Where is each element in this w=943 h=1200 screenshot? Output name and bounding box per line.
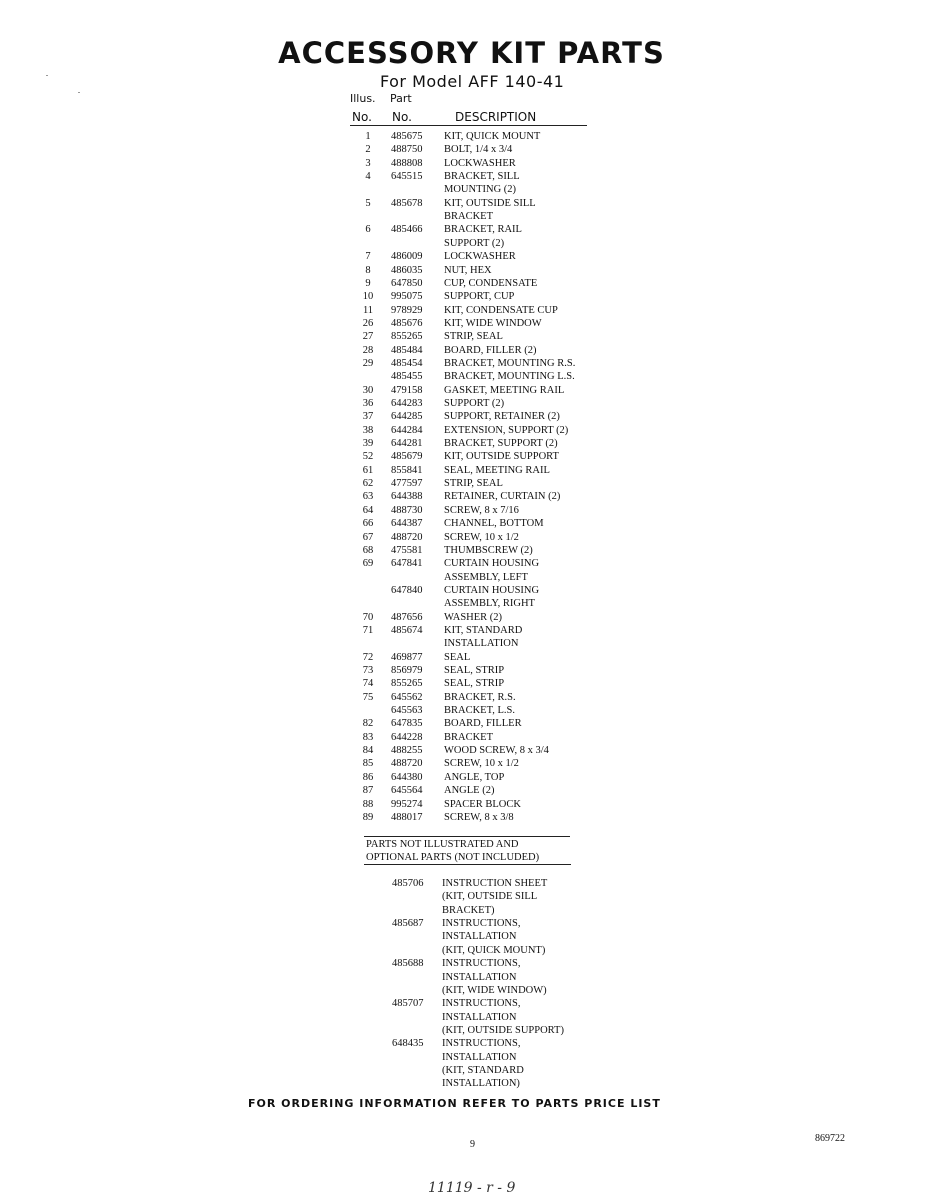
ordering-footer: FOR ORDERING INFORMATION REFER TO PARTS PRICE LIST [248, 1097, 661, 1110]
part-description: INSTRUCTION SHEET [442, 878, 548, 889]
part-number: 485707 [392, 998, 424, 1010]
part-description: KIT, OUTSIDE SILL [444, 197, 536, 209]
part-number: 487656 [391, 611, 423, 623]
illus-number: 38 [362, 424, 374, 436]
part-description: SEAL [444, 651, 471, 663]
part-number: 644228 [391, 731, 423, 743]
part-number: 485674 [391, 625, 423, 636]
illus-number: 37 [362, 411, 374, 423]
illus-number: 74 [362, 678, 374, 690]
illus-number: 5 [365, 197, 371, 209]
part-description: BOARD, FILLER (2) [444, 344, 537, 356]
part-number: 855841 [391, 464, 423, 476]
illus-number: 62 [362, 478, 374, 490]
illus-number: 67 [362, 531, 374, 543]
part-number: 644387 [391, 518, 423, 530]
part-description: CHANNEL, BOTTOM [444, 518, 544, 530]
illus-number: 89 [362, 811, 374, 823]
part-description: SCREW, 10 x 1/2 [444, 758, 519, 770]
part-number: 644380 [391, 771, 423, 783]
part-description: INSTRUCTIONS, [442, 998, 521, 1010]
header-part-label: Part [390, 92, 412, 105]
part-description: SUPPORT, RETAINER (2) [444, 411, 560, 423]
part-description: (KIT, OUTSIDE SILL [442, 891, 538, 903]
illus-number: 10 [362, 291, 374, 303]
illus-number: 1 [365, 131, 371, 142]
part-number: 485678 [391, 197, 423, 209]
header-description: DESCRIPTION [455, 110, 537, 124]
illus-number: 4 [365, 171, 371, 183]
part-description: ASSEMBLY, LEFT [444, 571, 528, 583]
part-description: KIT, WIDE WINDOW [444, 317, 542, 329]
part-number: 485688 [392, 958, 424, 970]
part-number: 647840 [391, 584, 423, 596]
part-description: INSTRUCTIONS, [442, 1038, 521, 1050]
illus-number: 27 [362, 331, 374, 343]
section-divider-top [364, 836, 570, 837]
part-number: 469877 [391, 651, 423, 663]
page-title: ACCESSORY KIT PARTS [278, 36, 665, 70]
part-description: (KIT, STANDARD [442, 1064, 524, 1076]
part-description: BRACKET, MOUNTING L.S. [444, 371, 575, 383]
illus-number: 85 [362, 758, 374, 770]
part-number: 486009 [391, 251, 423, 263]
part-number: 485676 [391, 317, 423, 329]
illus-number: 28 [362, 344, 374, 356]
illus-number: 11 [362, 304, 374, 316]
scan-speck [46, 75, 48, 76]
illus-number: 26 [362, 317, 374, 329]
part-description: SUPPORT (2) [444, 398, 505, 409]
model-subtitle: For Model AFF 140-41 [380, 72, 565, 91]
part-number: 978929 [391, 304, 423, 316]
part-description: INSTALLATION [442, 1011, 517, 1023]
part-description: INSTRUCTIONS, [442, 958, 521, 970]
part-description: ANGLE (2) [444, 785, 495, 797]
part-description: WOOD SCREW, 8 x 3/4 [444, 745, 549, 757]
part-number: 477597 [391, 478, 423, 490]
illus-number: 83 [362, 731, 374, 743]
part-number: 485706 [392, 878, 424, 889]
illus-number: 9 [365, 277, 371, 289]
illus-number: 73 [362, 665, 374, 676]
illus-number: 71 [362, 625, 374, 636]
part-description: ANGLE, TOP [444, 771, 505, 783]
part-number: 488750 [391, 144, 423, 156]
part-description: INSTRUCTIONS, [442, 918, 521, 929]
part-number: 995075 [391, 291, 423, 303]
part-number: 644281 [391, 438, 423, 450]
part-number: 479158 [391, 384, 423, 396]
part-description: (KIT, WIDE WINDOW) [442, 984, 547, 996]
part-description: LOCKWASHER [444, 251, 516, 263]
part-description: BOARD, FILLER [444, 718, 522, 730]
illus-number: 3 [365, 157, 371, 169]
part-description: RETAINER, CURTAIN (2) [444, 491, 561, 503]
part-number: 488720 [391, 531, 423, 543]
part-description: THUMBSCREW (2) [444, 544, 533, 556]
part-number: 645515 [391, 171, 423, 183]
part-description: BRACKET, R.S. [444, 691, 516, 703]
part-description: SEAL, STRIP [444, 665, 505, 676]
section-divider-bottom [364, 864, 571, 865]
part-number: 488255 [391, 745, 423, 757]
part-description: SEAL, STRIP [444, 678, 505, 690]
part-description: SUPPORT, CUP [444, 291, 515, 303]
part-description: STRIP, SEAL [444, 478, 503, 490]
part-description: KIT, QUICK MOUNT [444, 131, 541, 142]
illus-number: 6 [365, 224, 371, 236]
part-description: BRACKET, L.S. [444, 705, 515, 716]
part-description: INSTALLATION [444, 638, 519, 650]
part-number: 485484 [391, 344, 423, 356]
illus-number: 61 [362, 464, 374, 476]
part-number: 856979 [391, 665, 423, 676]
part-description: KIT, STANDARD [444, 625, 523, 636]
illus-number: 30 [362, 384, 374, 396]
part-description: KIT, OUTSIDE SUPPORT [444, 451, 559, 463]
illus-number: 2 [365, 144, 371, 156]
part-description: LOCKWASHER [444, 157, 516, 169]
part-description: SPACER BLOCK [444, 798, 521, 810]
part-number: 644283 [391, 398, 423, 409]
part-description: BRACKET, SILL [444, 171, 520, 183]
illus-number: 70 [362, 611, 374, 623]
part-description: SUPPORT (2) [444, 237, 505, 249]
part-number: 485687 [392, 918, 424, 929]
part-description: INSTALLATION) [442, 1078, 520, 1090]
part-number: 648435 [392, 1038, 424, 1050]
page-number: 9 [470, 1139, 475, 1150]
part-number: 488720 [391, 758, 423, 770]
illus-number: 52 [362, 451, 374, 463]
header-part-no: No. [392, 110, 412, 124]
illus-number: 82 [362, 718, 374, 730]
part-number: 645562 [391, 691, 423, 703]
part-number: 488730 [391, 504, 423, 516]
part-number: 488017 [391, 811, 423, 823]
part-number: 645564 [391, 785, 423, 797]
part-description: SCREW, 8 x 7/16 [444, 504, 519, 516]
part-number: 485675 [391, 131, 423, 142]
part-description: GASKET, MEETING RAIL [444, 384, 565, 396]
part-description: BRACKET [444, 211, 494, 223]
part-number: 485455 [391, 371, 423, 383]
header-divider [350, 125, 587, 126]
part-number: 647835 [391, 718, 423, 730]
part-number: 485466 [391, 224, 423, 236]
part-number: 475581 [391, 544, 423, 556]
scan-speck [78, 92, 80, 93]
illus-number: 84 [362, 745, 374, 757]
illus-number: 68 [362, 544, 374, 556]
part-description: (KIT, OUTSIDE SUPPORT) [442, 1024, 564, 1036]
illus-number: 8 [365, 264, 371, 276]
header-illus-label: Illus. [350, 92, 376, 105]
part-description: INSTALLATION [442, 1051, 517, 1063]
part-description: NUT, HEX [444, 264, 492, 276]
illus-number: 36 [362, 398, 374, 409]
part-description: MOUNTING (2) [444, 184, 517, 196]
part-description: BRACKET, MOUNTING R.S. [444, 357, 576, 369]
part-description: CURTAIN HOUSING [444, 558, 540, 570]
illus-number: 86 [362, 771, 374, 783]
part-description: ASSEMBLY, RIGHT [444, 598, 535, 610]
part-number: 855265 [391, 678, 423, 690]
part-description: KIT, CONDENSATE CUP [444, 304, 558, 316]
part-number: 644284 [391, 424, 423, 436]
illus-number: 7 [365, 251, 371, 263]
part-number: 644388 [391, 491, 423, 503]
document-code: 869722 [815, 1133, 845, 1144]
part-description: BRACKET, RAIL [444, 224, 522, 236]
illus-number: 64 [362, 504, 374, 516]
part-number: 488808 [391, 157, 423, 169]
header-illus-no: No. [352, 110, 372, 124]
optional-heading-line1: PARTS NOT ILLUSTRATED AND [366, 839, 519, 850]
illus-number: 63 [362, 491, 374, 503]
illus-number: 88 [362, 798, 374, 810]
illus-number: 69 [362, 558, 374, 570]
part-description: SEAL, MEETING RAIL [444, 464, 550, 476]
illus-number: 75 [362, 691, 374, 703]
part-number: 995274 [391, 798, 423, 810]
illus-number: 29 [362, 357, 374, 369]
part-description: INSTALLATION [442, 931, 517, 943]
part-number: 485679 [391, 451, 423, 463]
illus-number: 39 [362, 438, 374, 450]
part-number: 486035 [391, 264, 423, 276]
part-description: (KIT, QUICK MOUNT) [442, 944, 546, 956]
part-description: SCREW, 10 x 1/2 [444, 531, 519, 543]
illus-number: 66 [362, 518, 374, 530]
part-number: 855265 [391, 331, 423, 343]
part-description: BRACKET) [442, 904, 495, 916]
optional-heading-line2: OPTIONAL PARTS (NOT INCLUDED) [366, 852, 540, 863]
illus-number: 87 [362, 785, 374, 797]
handwritten-note: 11119 - r - 9 [428, 1180, 516, 1196]
part-description: CURTAIN HOUSING [444, 584, 540, 596]
part-number: 647850 [391, 277, 423, 289]
part-description: BRACKET, SUPPORT (2) [444, 438, 558, 450]
part-description: BOLT, 1/4 x 3/4 [444, 144, 513, 156]
illus-number: 72 [362, 651, 374, 663]
part-number: 644285 [391, 411, 423, 423]
part-description: BRACKET [444, 731, 494, 743]
part-description: CUP, CONDENSATE [444, 277, 538, 289]
part-description: STRIP, SEAL [444, 331, 503, 343]
part-description: EXTENSION, SUPPORT (2) [444, 424, 569, 436]
part-number: 485454 [391, 357, 423, 369]
part-number: 647841 [391, 558, 423, 570]
part-description: INSTALLATION [442, 971, 517, 983]
part-description: SCREW, 8 x 3/8 [444, 811, 514, 823]
part-number: 645563 [391, 705, 423, 716]
part-description: WASHER (2) [444, 611, 503, 623]
